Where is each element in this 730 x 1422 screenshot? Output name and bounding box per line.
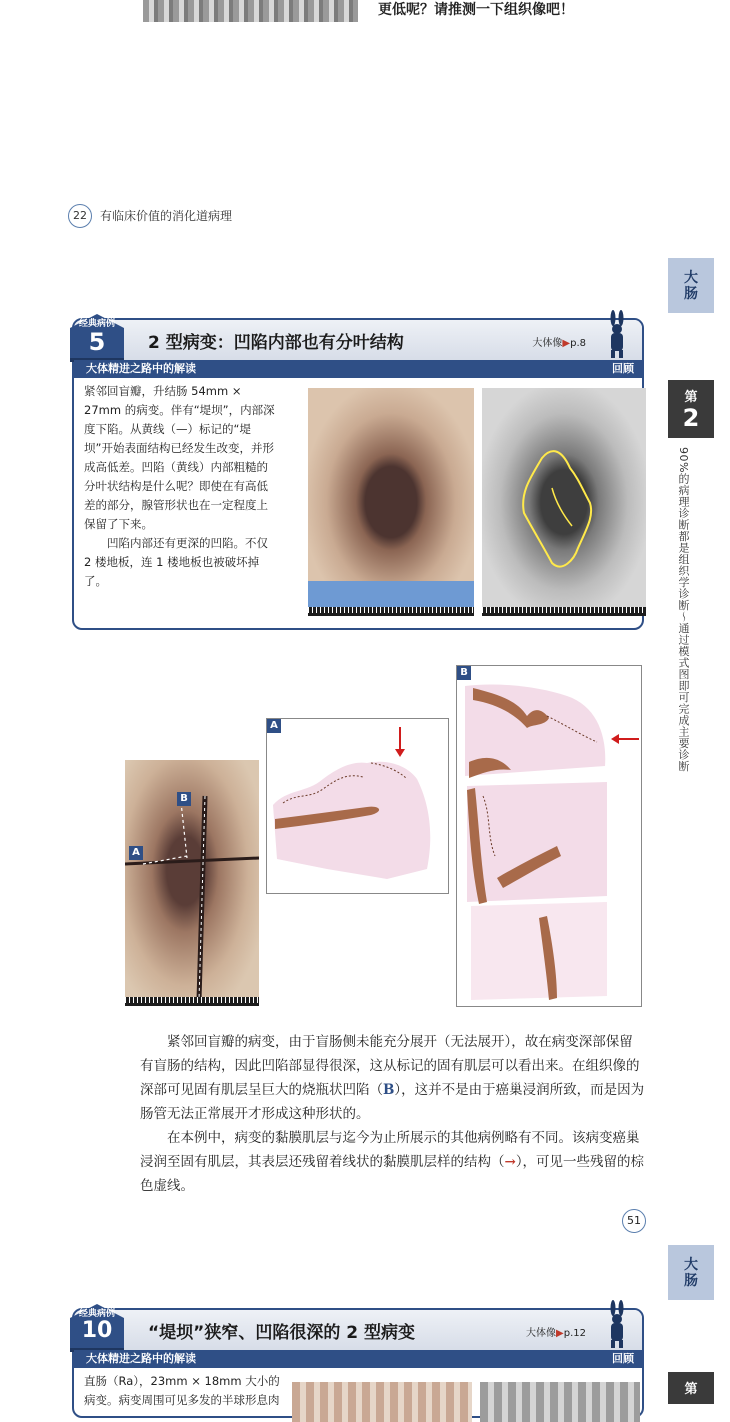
photo-ruler-3 [125,997,259,1006]
body-p1-b-ref: B [383,1082,395,1098]
chapter-number: 2 [682,404,700,432]
body-p2-b: ），可见一些残留的棕色虚线。 [140,1154,645,1194]
gross-photo-color [308,388,474,616]
rabbit-logo-icon [602,310,632,358]
label-b-photo: B [177,792,191,806]
chapter-tab-2 [668,1372,714,1404]
photo-background [308,581,474,607]
page-number-51: 51 [622,1209,646,1233]
case10-review-button[interactable]: 回顾 [612,1352,634,1365]
case10-subbar-left: 大体精进之路中的解读 [86,1352,196,1365]
case-box-10 [72,1308,644,1418]
chapter-title-vertical: 90%的病理诊断都是组织学诊断～通过模式图即可完成主要诊断 [677,447,690,772]
section-lines [125,760,259,1006]
case10-subbar [74,1350,642,1368]
top-text: 更低呢？请推测一下组织像吧！ [378,2,574,18]
case-subbar [74,360,642,378]
body-text [140,1030,645,1198]
case-paragraph-2: 凹陷内部还有更深的凹陷。不仅 2 楼地板，连 1 楼地板也被破坏掉了。 [84,536,268,588]
case-title: 2 型病变：凹陷内部也有分叶结构 [148,333,404,353]
case10-badge-number: 10 [81,1318,113,1343]
histology-b-drawing [457,666,641,1006]
gross-photo-sections [125,760,259,1006]
page-number-22: 22 [68,204,92,228]
label-a: A [267,719,281,733]
body-paragraph-1 [140,1030,645,1126]
label-a-photo: A [129,846,143,860]
case-ref-page: p.8 [570,338,586,349]
label-b: B [457,666,471,680]
case-description [84,382,278,591]
yellow-outline [482,388,646,616]
review-button[interactable]: 回顾 [612,362,634,375]
subbar-left: 大体精进之路中的解读 [86,362,196,375]
gross-photo-grayscale [482,388,646,616]
play-arrow-icon: ▶ [562,338,571,349]
case10-ref-label: 大体像 [526,1328,557,1339]
side-tab-label-2: 大肠 [684,1256,698,1289]
case-badge-label: 经典病例 [78,319,115,329]
book-title: 有临床价值的消化道病理 [100,209,233,223]
body-p2-a: 在本例中，病变的黏膜肌层与迄今为止所展示的其他病例略有不同。该病变癌巢浸润至固有肌层，其表层还残留着线状的黏膜肌层样的结构（ [140,1130,640,1170]
histology-figure-a [266,718,449,894]
side-tab-large-intestine [668,258,714,313]
side-tab-label: 大肠 [684,269,698,302]
body-p1-a: 紧邻回盲瓣的病变，由于盲肠侧未能充分展开（无法展开），故在病变深部保留有盲肠的结构，因此凹陷部显得很深，这从标记的固有肌层可以看出来。在组织像的深部可见固有肌层呈巨大的烧瓶状凹陷（ [140,1034,640,1098]
red-arrow-icon: → [504,1154,516,1170]
case-paragraph-1: 紧邻回盲瓣，升结肠 54mm × 27mm 的病变。伴有“堤坝”，内部深度下陷。从黄线（—）标记的“堤坝”开始表面结构已经发生改变，并形成高低差。凹陷（黄线）内部粗糙的分叶状结构是什么呢？即使在有高低差的部分，腺管形状也在一定程度上保留了下来。 [84,384,275,531]
case10-photo-color [292,1382,472,1422]
body-p1-c: ），这并不是由于癌巢浸润所致，而是因为肠管无法正常展开才形成这种形状的。 [140,1082,645,1122]
side-tab-large-intestine-2 [668,1245,714,1300]
case10-description: 直肠（Ra），23mm × 18mm 大小的病变。病变周围可见多发的半球形息肉 [84,1374,280,1407]
photo-ruler-2 [482,607,646,616]
rabbit-logo-icon-2 [602,1300,632,1348]
photo-ruler [308,607,474,616]
case-badge-number: 5 [88,328,106,356]
chapter-label-top: 第 [684,390,698,405]
case-box-5 [72,318,644,630]
chapter2-label-top: 第 [684,1382,698,1397]
case10-ref[interactable] [526,1324,586,1339]
case-ref-label: 大体像 [532,338,563,349]
case-ref[interactable] [532,334,586,349]
body-paragraph-2 [140,1126,645,1198]
case10-title: “堤坝”狭窄、凹陷很深的 2 型病变 [148,1323,416,1343]
histology-figure-b [456,665,642,1007]
case10-badge-label: 经典病例 [78,1309,115,1319]
chapter-tab [668,380,714,438]
case10-photo-gray [480,1382,640,1422]
play-arrow-icon-2: ▶ [556,1328,564,1339]
case10-ref-page: p.12 [563,1328,586,1339]
histology-a-drawing [267,719,448,893]
top-photo-fragment [143,0,358,22]
